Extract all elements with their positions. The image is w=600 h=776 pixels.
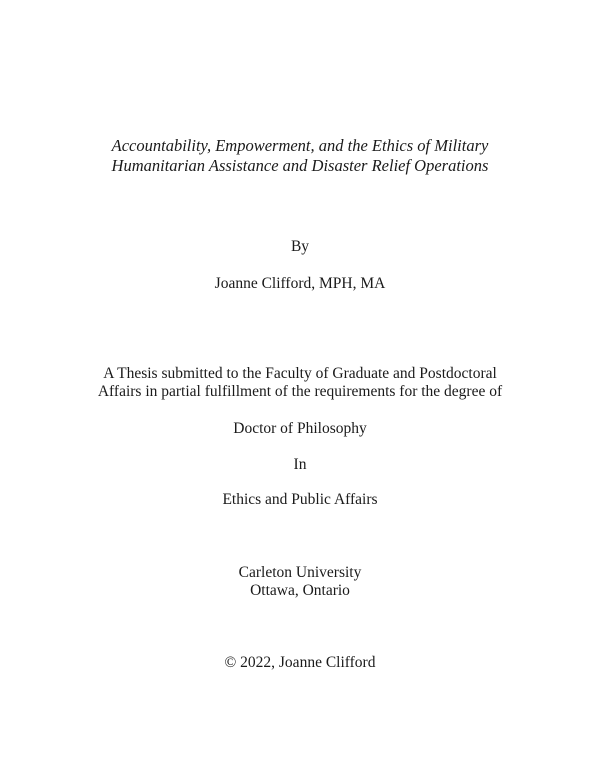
degree-name: Doctor of Philosophy <box>233 420 367 437</box>
copyright-notice: © 2022, Joanne Clifford <box>224 654 376 671</box>
in-label: In <box>293 456 307 473</box>
program-name: Ethics and Public Affairs <box>222 491 378 508</box>
author-name: Joanne Clifford, MPH, MA <box>214 275 386 292</box>
institution-name: Carleton University <box>238 564 362 581</box>
thesis-title-line-1: Accountability, Empowerment, and the Ethics of Military <box>111 136 489 155</box>
submission-statement-line-1: A Thesis submitted to the Faculty of Graduate and Postdoctoral <box>103 365 497 382</box>
submission-statement-line-2: Affairs in partial fulfillment of the requirements for the degree of <box>97 383 503 400</box>
by-label: By <box>290 238 310 255</box>
institution-location: Ottawa, Ontario <box>250 582 350 599</box>
thesis-title-line-2: Humanitarian Assistance and Disaster Relief Operations <box>111 156 489 175</box>
